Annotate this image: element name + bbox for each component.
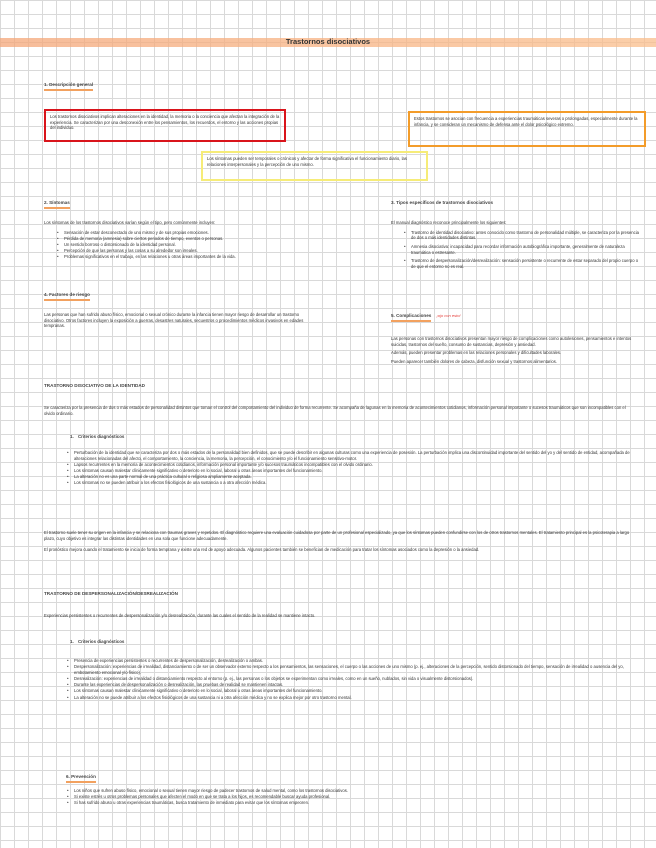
dd-intro: Experiencias persistentes o recurrentes de despersonalización y/o desrealización, durante las cuales el sentido de la realidad se mantiene intacto. (44, 613, 316, 618)
list-item: • Percepción de que las personas y las cosas a su alrededor son irreales. (56, 248, 340, 254)
section-3-intro: El manual diagnóstico reconoce principalmente los siguientes: (391, 220, 507, 225)
tid-followup (44, 530, 636, 554)
tid-followup-p1: El trastorno suele tener su origen en la infancia y se relaciona con traumas graves y repetidos. El diagnóstico requiere una evaluación cuidadosa por parte de un profesional especializado, ya que los síntomas pueden confundirse con los de otros trastornos mentales. El tratamiento principal es la psicoterapia a largo plazo, cuyo objetivo es integrar las distintas identidades en una sola que funcione adecuadamente. (44, 530, 630, 541)
dd-criteria-list (66, 658, 636, 700)
list-item: • Trastorno de despersonalización/desrealización: sensación persistente o recurrente de estar separado del propio cuerpo o de que el entorno no es real. (403, 258, 641, 269)
list-item: • Un sentido borroso o distorsionado de la identidad personal. (56, 242, 340, 248)
list-item: • Los síntomas causan malestar clínicamente significativo o deterioro en lo social, laboral u otras áreas importantes del funcionamiento. (66, 468, 636, 474)
symptoms-list (44, 230, 340, 260)
section-4-text: Las personas que han sufrido abuso físico, emocional o sexual crónico durante la infancia tienen mayor riesgo de desarrollar un trastorno disociativo. Otros factores incluyen la exposición a guerras, desastres naturales, secuestros o procedimientos médicos invasivos en edades tempranas. (44, 312, 304, 329)
list-item: • Sensación de estar desconectado de uno mismo y de sus propias emociones. (56, 230, 340, 236)
page-title: Trastornos disociativos (285, 37, 371, 46)
list-item: • La alteración no se puede atribuir a los efectos fisiológicos de una sustancia ni a otra afección médica y no se explica mejor por otro trastorno mental. (66, 695, 636, 701)
section-4-heading: 4. Factores de riesgo (44, 292, 90, 301)
orange-callout (408, 111, 646, 147)
types-list (391, 230, 641, 270)
red-callout-text: Los trastornos disociativos implican alteraciones en la identidad, la memoria o la conciencia que afectan la integración de la experiencia. Se caracterizan por una desconexión entre los pensamientos, los recuerdos, el entorno y las acciones propias del individuo. (50, 114, 280, 131)
section-2-body (44, 220, 340, 261)
section-6-body (66, 788, 636, 807)
list-item: • Perturbación de la identidad que se caracteriza por dos o más estados de la personalidad bien definidos, que se puede describir en algunas culturas como una experiencia de posesión. La perturbación implica una discontinuidad importante del sentido del yo y del sentido de entidad, acompañada de alteraciones relacionadas del afecto, el comportamiento, la conciencia, la memoria, la percepción, el conocimiento y/o el funcionamiento sensitivo-motor. (66, 450, 636, 461)
section-5-p3: Pueden aparecer también dolores de cabeza, disfunción sexual y trastornos alimentarios. (391, 359, 557, 365)
list-item: • Los síntomas causan malestar clínicamente significativo o deterioro en lo social, laboral u otras áreas importantes del funcionamiento. (66, 688, 636, 694)
section-5-p2: Además, pueden presentar problemas en las relaciones personales y dificultades laborales. (391, 350, 562, 356)
section-3-heading: 3. Tipos específicos de trastornos disociativos (391, 200, 494, 205)
list-item: • Durante las experiencias de despersonalización o desrealización, las pruebas de realidad se mantienen intactas. (66, 682, 636, 688)
section-4-body (44, 312, 316, 330)
list-item: • Si existe estrés u otros problemas personales que afecten el modo en que se trata a los hijos, es recomendable buscar ayuda profesional. (66, 794, 636, 800)
orange-callout-text: Estos trastornos se asocian con frecuencia a experiencias traumáticas severas o prolongadas, especialmente durante la infancia, y se consideran un mecanismo de defensa ante el dolor psicológico extremo. (414, 116, 638, 127)
list-item: • Amnesia disociativa: incapacidad para recordar información autobiográfica importante, generalmente de naturaleza traumática o estresante. (403, 244, 641, 255)
list-item: • Pérdida de memoria (amnesia) sobre ciertos periodos de tiempo, eventos o personas. (56, 236, 340, 242)
section-6-heading: 6. Prevención (66, 774, 96, 783)
tid-followup-p2: El pronóstico mejora cuando el tratamiento se inicia de forma temprana y existe una red de apoyo adecuada. Algunos pacientes también se benefician de medicación para tratar los síntomas asociados como la depresión o la ansiedad. (44, 547, 480, 553)
list-item: • Los niños que sufren abuso físico, emocional o sexual tienen mayor riesgo de padecer trastornos de salud mental, como los trastornos disociativos. (66, 788, 636, 794)
section-5-body (391, 336, 641, 366)
yellow-callout (201, 151, 428, 181)
list-item: • Presencia de experiencias persistentes o recurrentes de despersonalización, desrealización o ambas. (66, 658, 636, 664)
list-item: • Problemas significativos en el trabajo, en las relaciones u otras áreas importantes de la vida. (56, 254, 340, 260)
dd-criteria-heading: 1. Criterios diagnósticos (70, 639, 125, 644)
prevention-list (66, 788, 636, 806)
list-item: • Trastorno de identidad disociativo: antes conocido como trastorno de personalidad múltiple, se caracteriza por la presencia de dos o más identidades distintas. (403, 230, 641, 241)
list-item: • Si has sufrido abuso u otras experiencias traumáticas, busca tratamiento de inmediato para evitar que los síntomas empeoren. (66, 800, 636, 806)
list-item: • Despersonalización: experiencias de irrealidad, distanciamiento o de ser un observador externo respecto a los pensamientos, las sensaciones, el cuerpo o las acciones de uno mismo (p. ej., alteraciones de la percepción, sentido distorsionado del tiempo, sensación de irrealidad o ausencia del yo, embotamiento emocional y/o físico). (66, 664, 636, 675)
tid-criteria-heading: 1. Criterios diagnósticos (70, 434, 125, 439)
section-3-body (391, 220, 641, 270)
tid-heading: TRASTORNO DISOCIATIVO DE LA IDENTIDAD (44, 383, 145, 388)
dd-criteria (66, 658, 636, 701)
section-2-intro: Los síntomas de los trastornos disociativos varían según el tipo, pero comúnmente incluyen: (44, 220, 216, 225)
red-callout (44, 109, 286, 142)
list-item: • Desrealización: experiencias de irrealidad o distanciamiento respecto al entorno (p. ej., las personas o los objetos se experimentan como irreales, como en un sueño, nublados, sin vida o visualmente distorsionados). (66, 676, 636, 682)
tid-intro: Se caracteriza por la presencia de dos o más estados de personalidad distintos que toman el control del comportamiento del individuo de forma recurrente. Se acompaña de lagunas en la memoria de acontecimientos cotidianos, información personal importante o sucesos traumáticos que son incompatibles con el olvido ordinario. (44, 405, 626, 416)
section-2-heading: 2. Síntomas (44, 200, 70, 209)
list-item: • La alteración no es una parte normal de una práctica cultural o religiosa ampliamente aceptada. (66, 474, 636, 480)
section-5-p1: Las personas con trastornos disociativos presentan mayor riesgo de complicaciones como autolesiones, pensamientos e intentos suicidas, trastornos del sueño, consumo de sustancias, depresión y ansiedad. (391, 336, 632, 347)
tid-criteria-list (66, 450, 636, 486)
section-1-heading: 1. Descripción general (44, 82, 93, 91)
list-item: • Lapsos recurrentes en la memoria de acontecimientos cotidianos, información personal importante y/o sucesos traumáticos incompatibles con el olvido ordinario. (66, 462, 636, 468)
section-5-heading: 5. Complicaciones ¡ojo con esto! (391, 313, 461, 322)
list-item: • Los síntomas no se pueden atribuir a los efectos fisiológicos de una sustancia o a otra afección médica. (66, 480, 636, 486)
tid-criteria (66, 450, 636, 487)
handwritten-annotation: ¡ojo con esto! (436, 313, 461, 318)
dd-heading: TRASTORNO DE DESPERSONALIZACIÓN/DESREALIZACIÓN (44, 591, 178, 596)
yellow-callout-text: Los síntomas pueden ser temporales o crónicos y afectar de forma significativa el funcionamiento diario, las relaciones interpersonales y la percepción de uno mismo. (207, 156, 407, 167)
